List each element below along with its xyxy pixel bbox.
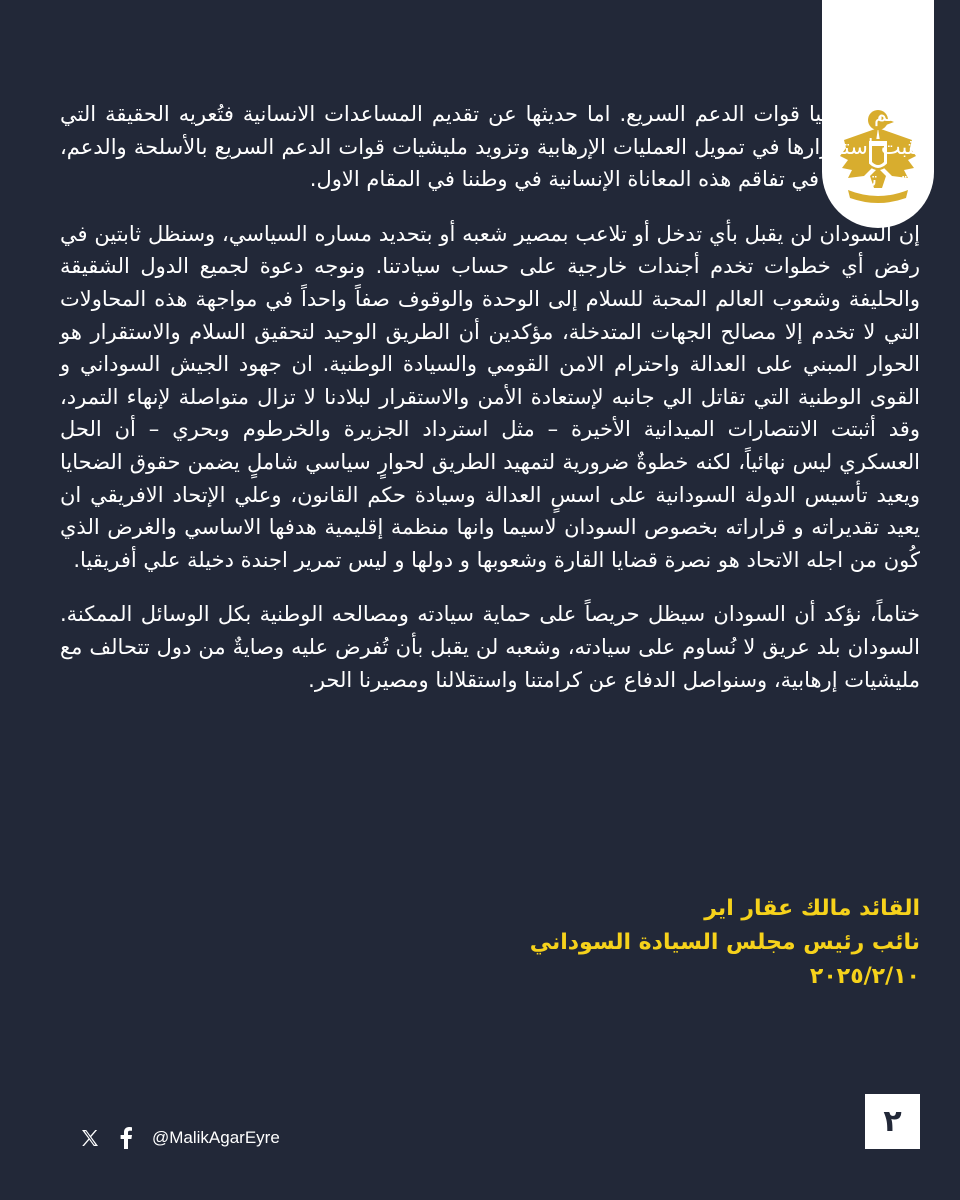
statement-date: ٢٠٢٥/٢/١٠ (809, 964, 920, 989)
social-handle[interactable]: @MalikAgarEyre (152, 1128, 280, 1147)
facebook-icon[interactable] (114, 1126, 138, 1150)
statement-body (60, 98, 920, 718)
page-number-badge: ٢ (865, 1094, 920, 1149)
paragraph-2: إن السودان لن يقبل بأي تدخل أو تلاعب بمصير شعبه أو بتحديد مساره السياسي، وسنظل ثابتين في رفض أي خطوات تخدم أجندات خارجية على حساب سيادتنا. ونوجه دعوة لجميع الدول الشقيقة والحليفة وشعوب العالم المحبة للسلام إلى الوحدة والوقوف صفاً واحداً في مواجهة هذه المحاولات التي لا تخدم إلا مصالح الجهات المتدخلة، مؤكدين أن الطريق الوحيد لتحقيق السلام والاستقرار هو الحوار المبني على العدالة واحترام الامن القومي والسيادة الوطنية. ان جهود الجيش السوداني و القوى الوطنية التي تقاتل الي جانبه لإستعادة الأمن والاستقرار لبلادنا لا تزال متواصلة لإنهاء التمرد، وقد أثبتت الانتصارات الميدانية الأخيرة – مثل استرداد الجزيرة والخرطوم وبحري – أن الحل العسكري ليس نهائياً، لكنه خطوةٌ ضرورية لتمهيد الطريق لحوارٍ سياسي شاملٍ يضمن حقوق الضحايا ويعيد تأسيس الدولة السودانية على اسسٍ العدالة وسيادة حكم القانون، وعلي الإتحاد الافريقي ان يعيد تقديراته و قراراته بخصوص السودان لاسيما وانها منظمة إقليمية هدفها الاساسي والغرض الذي كُون من اجله الاتحاد هو نصرة قضايا القارة وشعوبها و دولها و ليس تمرير اجندة دخيلة علي أفريقيا. (60, 221, 920, 572)
signatory-name: القائد مالك عقار اير (704, 896, 920, 921)
signatory-title: نائب رئيس مجلس السيادة السوداني (529, 930, 920, 955)
x-icon[interactable] (78, 1126, 102, 1150)
signature-block (420, 892, 920, 994)
social-footer (78, 1126, 280, 1150)
paragraph-1: ودعم مليشيا قوات الدعم السريع. اما حديثها عن تقديم المساعدات الانسانية فتُعريه الحقيقة التي تثبت استمرارها في تمويل العمليات الإرهابية وتزويد مليشيات قوات الدعم السريع بالأسلحة والدعم، التي تسبب في تفاقم هذه المعاناة الإنسانية في وطننا في المقام الاول. (60, 102, 920, 192)
paragraph-3: ختاماً، نؤكد أن السودان سيظل حريصاً على حماية سيادته ومصالحه الوطنية بكل الوسائل الممكنة. السودان بلد عريق لا نُساوم على سيادته، وشعبه لن يقبل بأن تُفرض عليه وصايةٌ من دول تتحالف مع مليشيات إرهابية، وسنواصل الدفاع عن كرامتنا واستقلالنا ومصيرنا الحر. (60, 602, 920, 692)
